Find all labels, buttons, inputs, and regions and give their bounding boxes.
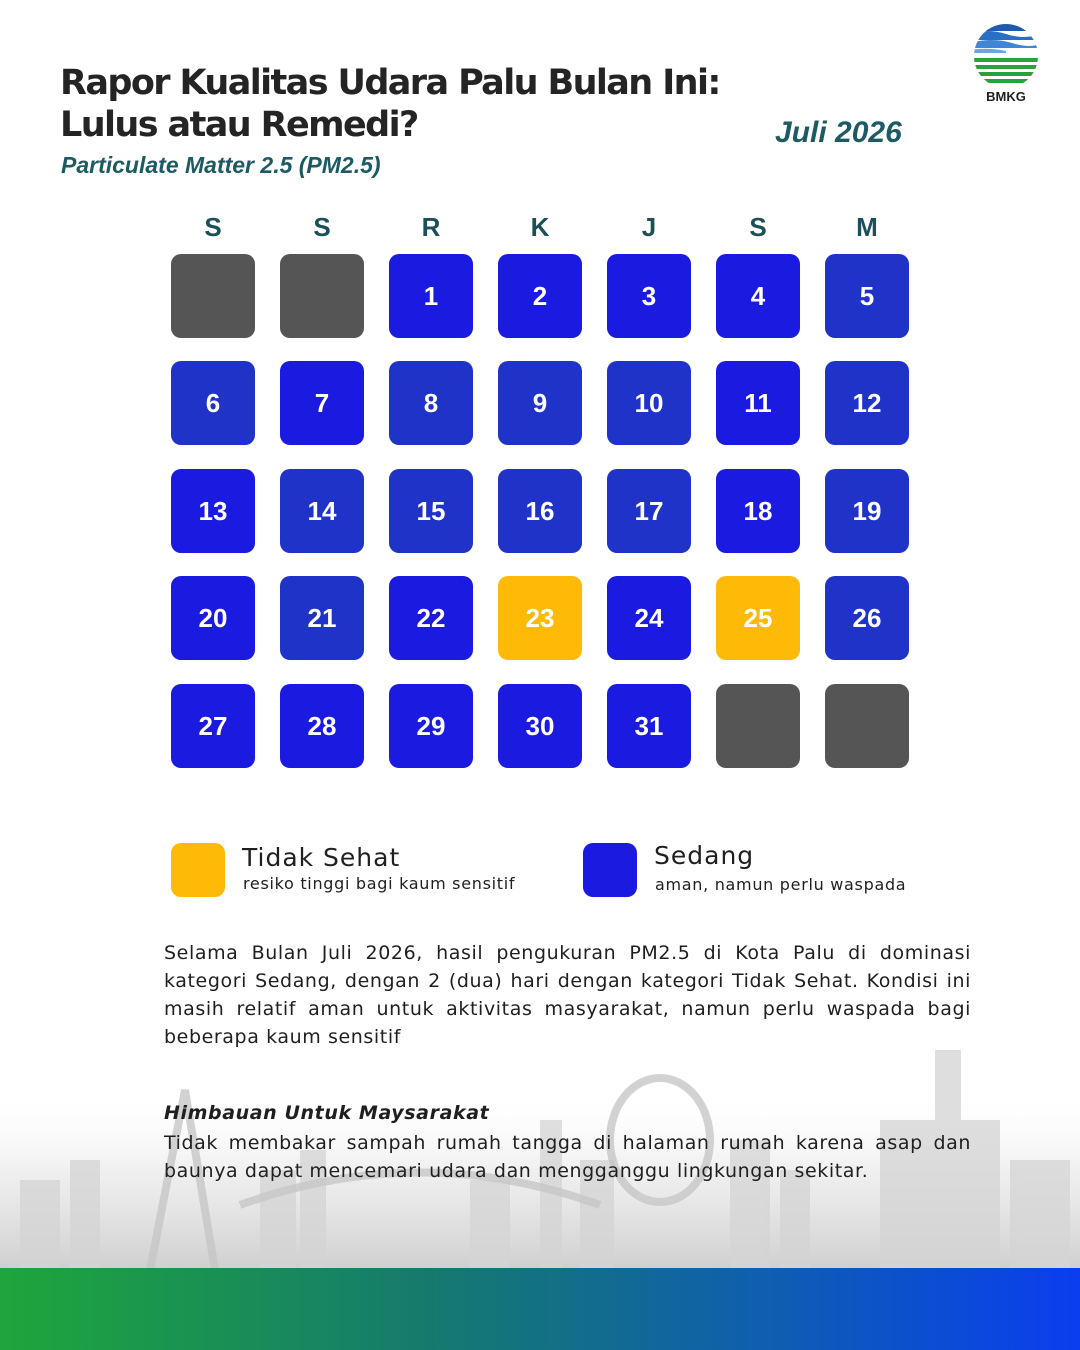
calendar-day: 7	[280, 361, 364, 445]
calendar-day: 14	[280, 469, 364, 553]
legend-desc-tidak-sehat: resiko tinggi bagi kaum sensitif	[243, 874, 516, 893]
calendar-day: 2	[498, 254, 582, 338]
weekday-label: R	[421, 212, 441, 242]
calendar-day: 1	[389, 254, 473, 338]
weekday-label: M	[856, 212, 878, 242]
legend-label-tidak-sehat: Tidak Sehat	[242, 843, 401, 872]
calendar-day: 16	[498, 469, 582, 553]
calendar-day: 28	[280, 684, 364, 768]
weekday-label: S	[749, 212, 767, 242]
weekday-header	[0, 212, 1080, 244]
calendar-day: 5	[825, 254, 909, 338]
bmkg-emblem-icon	[968, 18, 1044, 88]
appeal-title: Himbauan Untuk Maysarakat	[164, 1102, 490, 1124]
page-subtitle: Particulate Matter 2.5 (PM2.5)	[61, 152, 381, 178]
calendar-day: 25	[716, 576, 800, 660]
footer-gradient-bar	[0, 1268, 1080, 1350]
summary-paragraph: Selama Bulan Juli 2026, hasil pengukuran PM2.5 di Kota Palu di dominasi kategori Sedang, dengan 2 (dua) hari dengan kategori Tidak Sehat. Kondisi ini masih relatif aman untuk aktivitas masyarakat, namun perlu waspada bagi beberapa kaum sensitif	[164, 942, 971, 1048]
calendar-day	[280, 254, 364, 338]
calendar-day: 21	[280, 576, 364, 660]
weekday-label: J	[641, 212, 657, 242]
calendar-day: 27	[171, 684, 255, 768]
calendar-day: 12	[825, 361, 909, 445]
calendar-day	[716, 684, 800, 768]
weekday-label: S	[313, 212, 331, 242]
calendar-day: 19	[825, 469, 909, 553]
calendar-day: 10	[607, 361, 691, 445]
calendar-day: 20	[171, 576, 255, 660]
calendar-day: 6	[171, 361, 255, 445]
calendar-day: 3	[607, 254, 691, 338]
calendar-day: 22	[389, 576, 473, 660]
page-title	[60, 62, 720, 146]
calendar-day: 15	[389, 469, 473, 553]
calendar-day: 13	[171, 469, 255, 553]
calendar-day: 29	[389, 684, 473, 768]
calendar-day: 8	[389, 361, 473, 445]
weekday-label: S	[204, 212, 222, 242]
month-label: Juli 2026	[775, 116, 902, 149]
calendar-day: 24	[607, 576, 691, 660]
legend-label-sedang: Sedang	[654, 841, 755, 870]
legend-swatch-tidak-sehat	[171, 843, 225, 897]
calendar-day: 18	[716, 469, 800, 553]
title-line-2: Lulus atau Remedi?	[60, 105, 418, 145]
calendar-day: 26	[825, 576, 909, 660]
bmkg-logo-text: BMKG	[986, 89, 1026, 104]
calendar-day: 23	[498, 576, 582, 660]
appeal-paragraph: Tidak membakar sampah rumah tangga di halaman rumah karena asap dan baunya dapat mencemari udara dan mengganggu lingkungan sekitar.	[164, 1132, 971, 1182]
legend-desc-sedang: aman, namun perlu waspada	[655, 875, 907, 894]
calendar-day: 30	[498, 684, 582, 768]
calendar-day: 4	[716, 254, 800, 338]
weekday-label: K	[530, 212, 550, 242]
calendar-day	[825, 684, 909, 768]
title-line-1: Rapor Kualitas Udara Palu Bulan Ini:	[60, 63, 720, 103]
calendar-day: 9	[498, 361, 582, 445]
calendar-day: 17	[607, 469, 691, 553]
calendar-day: 31	[607, 684, 691, 768]
calendar-day: 11	[716, 361, 800, 445]
legend-swatch-sedang	[583, 843, 637, 897]
calendar-day	[171, 254, 255, 338]
bmkg-logo	[968, 18, 1044, 108]
